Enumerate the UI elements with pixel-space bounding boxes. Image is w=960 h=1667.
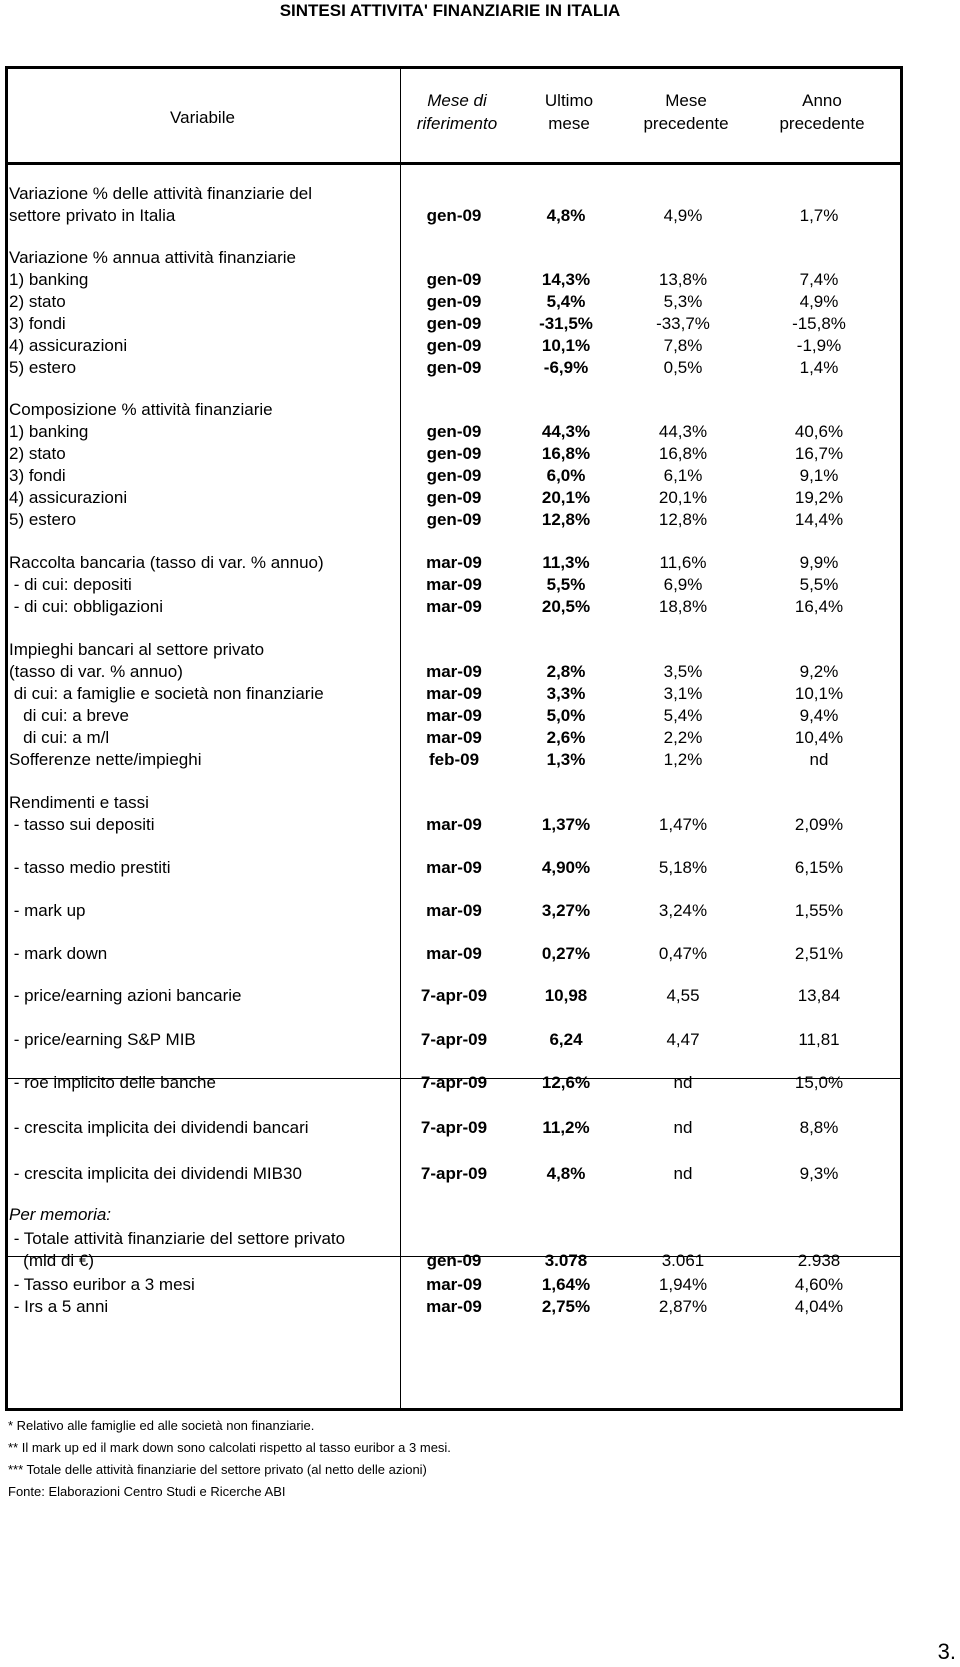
page-number: 3. bbox=[937, 1639, 956, 1664]
cell-mese-precedente: 4,47 bbox=[666, 1030, 700, 1049]
table-row bbox=[5, 1163, 903, 1185]
header-ultimo-mese-line1: Ultimo bbox=[544, 91, 594, 110]
cell-ultimo-mese: 4,90% bbox=[541, 858, 591, 877]
row-label: - mark up bbox=[9, 901, 86, 920]
cell-anno-precedente: 8,8% bbox=[799, 1118, 839, 1137]
cell-mese-precedente: 18,8% bbox=[658, 597, 708, 616]
cell-anno-precedente: -1,9% bbox=[796, 336, 842, 355]
cell-anno-precedente: 1,4% bbox=[799, 358, 839, 377]
table-row bbox=[5, 683, 903, 705]
cell-mese-precedente: 20,1% bbox=[658, 488, 708, 507]
row-label: 5) estero bbox=[9, 510, 77, 529]
cell-mese-precedente: 1,47% bbox=[658, 815, 708, 834]
table-row bbox=[5, 749, 903, 771]
cell-mese-riferimento: mar-09 bbox=[426, 684, 482, 703]
row-label: Impieghi bancari al settore privato bbox=[9, 640, 265, 659]
cell-ultimo-mese: 10,98 bbox=[544, 986, 588, 1005]
cell-mese-precedente: nd bbox=[673, 1118, 693, 1137]
cell-mese-precedente: 3,1% bbox=[663, 684, 703, 703]
table-row bbox=[5, 900, 903, 922]
row-label: Variazione % annua attività finanziarie bbox=[9, 248, 296, 267]
cell-ultimo-mese: 10,1% bbox=[541, 336, 591, 355]
table-row bbox=[5, 985, 903, 1007]
table-row bbox=[5, 247, 903, 269]
cell-ultimo-mese: 20,1% bbox=[541, 488, 591, 507]
cell-mese-riferimento: gen-09 bbox=[426, 336, 482, 355]
cell-anno-precedente: 2,51% bbox=[794, 944, 844, 963]
cell-ultimo-mese: -6,9% bbox=[543, 358, 589, 377]
cell-mese-precedente: 6,1% bbox=[663, 466, 703, 485]
row-label: 3) fondi bbox=[9, 466, 66, 485]
cell-mese-precedente: 2,87% bbox=[658, 1297, 708, 1316]
cell-mese-riferimento: 7-apr-09 bbox=[420, 1164, 488, 1183]
header-ultimo-mese-line2: mese bbox=[548, 114, 590, 133]
cell-mese-precedente: 0,47% bbox=[658, 944, 708, 963]
cell-ultimo-mese: 2,6% bbox=[546, 728, 586, 747]
table-row bbox=[5, 183, 903, 205]
cell-ultimo-mese: 6,0% bbox=[546, 466, 586, 485]
cell-mese-precedente: nd bbox=[673, 1164, 693, 1183]
cell-mese-precedente: 3.061 bbox=[661, 1251, 705, 1270]
row-label: - tasso medio prestiti bbox=[9, 858, 171, 877]
cell-ultimo-mese: 2,8% bbox=[546, 662, 586, 681]
table-row bbox=[5, 487, 903, 509]
row-label: - tasso sui depositi bbox=[9, 815, 155, 834]
cell-ultimo-mese: 3,27% bbox=[541, 901, 591, 920]
table-row bbox=[5, 705, 903, 727]
cell-ultimo-mese: 5,4% bbox=[546, 292, 586, 311]
table-row bbox=[5, 1204, 903, 1226]
table-row bbox=[5, 335, 903, 357]
cell-mese-precedente: 4,55 bbox=[666, 986, 700, 1005]
cell-anno-precedente: 1,55% bbox=[794, 901, 844, 920]
cell-anno-precedente: 15,0% bbox=[794, 1073, 844, 1092]
cell-anno-precedente: 16,4% bbox=[794, 597, 844, 616]
cell-anno-precedente: 9,4% bbox=[799, 706, 839, 725]
cell-anno-precedente: 1,7% bbox=[799, 206, 839, 225]
row-label: 2) stato bbox=[9, 292, 66, 311]
table-row bbox=[5, 1029, 903, 1051]
row-label: 3) fondi bbox=[9, 314, 66, 333]
header-mese-riferimento-line2: riferimento bbox=[416, 114, 498, 133]
table-row bbox=[5, 552, 903, 574]
table-row bbox=[5, 399, 903, 421]
cell-mese-precedente: 4,9% bbox=[663, 206, 703, 225]
cell-anno-precedente: 19,2% bbox=[794, 488, 844, 507]
header-variabile-label: Variabile bbox=[170, 108, 235, 127]
table-row bbox=[5, 661, 903, 683]
cell-mese-riferimento: gen-09 bbox=[426, 510, 482, 529]
cell-mese-riferimento: mar-09 bbox=[426, 597, 482, 616]
row-label: - crescita implicita dei dividendi bancari bbox=[9, 1118, 309, 1137]
table-row bbox=[5, 421, 903, 443]
cell-mese-precedente: 44,3% bbox=[658, 422, 708, 441]
cell-mese-riferimento: mar-09 bbox=[426, 944, 482, 963]
cell-mese-riferimento: gen-09 bbox=[426, 206, 482, 225]
row-label: Variazione % delle attività finanziarie del bbox=[9, 184, 313, 203]
cell-anno-precedente: 13,84 bbox=[797, 986, 841, 1005]
cell-ultimo-mese: 6,24 bbox=[549, 1030, 583, 1049]
table-row bbox=[5, 727, 903, 749]
footnote: ** Il mark up ed il mark down sono calcolati rispetto al tasso euribor a 3 mesi. bbox=[8, 1440, 451, 1455]
cell-mese-riferimento: mar-09 bbox=[426, 706, 482, 725]
row-label: - di cui: obbligazioni bbox=[9, 597, 164, 616]
cell-ultimo-mese: 16,8% bbox=[541, 444, 591, 463]
cell-mese-riferimento: gen-09 bbox=[426, 314, 482, 333]
cell-ultimo-mese: 11,3% bbox=[542, 553, 590, 572]
cell-mese-riferimento: 7-apr-09 bbox=[420, 986, 488, 1005]
table-row bbox=[5, 1072, 903, 1094]
cell-mese-precedente: 5,3% bbox=[663, 292, 703, 311]
row-label: - mark down bbox=[9, 944, 108, 963]
row-label: di cui: a breve bbox=[9, 706, 130, 725]
cell-ultimo-mese: 4,8% bbox=[546, 1164, 586, 1183]
cell-ultimo-mese: 12,6% bbox=[541, 1073, 591, 1092]
cell-ultimo-mese: 2,75% bbox=[541, 1297, 591, 1316]
row-label: di cui: a famiglie e società non finanziarie bbox=[9, 684, 324, 703]
row-label: Per memoria: bbox=[9, 1205, 112, 1224]
row-label: Rendimenti e tassi bbox=[9, 793, 149, 812]
cell-ultimo-mese: 1,64% bbox=[541, 1275, 591, 1294]
cell-mese-riferimento: mar-09 bbox=[426, 1275, 482, 1294]
table-row bbox=[5, 792, 903, 814]
row-label: (tasso di var. % annuo) bbox=[9, 662, 183, 681]
row-label: 2) stato bbox=[9, 444, 66, 463]
cell-anno-precedente: 4,04% bbox=[794, 1297, 844, 1316]
row-label: (mld di €) bbox=[9, 1251, 95, 1270]
cell-anno-precedente: 9,3% bbox=[799, 1164, 839, 1183]
page-title: SINTESI ATTIVITA' FINANZIARIE IN ITALIA bbox=[279, 1, 621, 20]
header-mese-precedente-line1: Mese bbox=[665, 91, 707, 110]
row-label: 1) banking bbox=[9, 270, 89, 289]
table-row bbox=[5, 465, 903, 487]
cell-mese-precedente: 5,18% bbox=[658, 858, 708, 877]
row-label: - price/earning S&P MIB bbox=[9, 1030, 196, 1049]
cell-mese-precedente: 1,2% bbox=[663, 750, 703, 769]
cell-mese-riferimento: gen-09 bbox=[426, 488, 482, 507]
cell-anno-precedente: 6,15% bbox=[794, 858, 844, 877]
cell-ultimo-mese: 0,27% bbox=[541, 944, 591, 963]
table-row bbox=[5, 574, 903, 596]
cell-ultimo-mese: 3.078 bbox=[544, 1251, 588, 1270]
cell-mese-riferimento: mar-09 bbox=[426, 662, 482, 681]
row-label: 1) banking bbox=[9, 422, 89, 441]
cell-mese-precedente: 16,8% bbox=[658, 444, 708, 463]
header-anno-precedente bbox=[748, 89, 896, 135]
cell-anno-precedente: nd bbox=[809, 750, 829, 769]
table-row bbox=[5, 291, 903, 313]
cell-ultimo-mese: 14,3% bbox=[541, 270, 591, 289]
cell-mese-riferimento: mar-09 bbox=[426, 815, 482, 834]
row-label: - Totale attività finanziarie del settore privato bbox=[9, 1229, 346, 1248]
cell-anno-precedente: 16,7% bbox=[794, 444, 844, 463]
cell-ultimo-mese: 4,8% bbox=[546, 206, 586, 225]
cell-mese-riferimento: mar-09 bbox=[426, 575, 482, 594]
cell-mese-precedente: 11,6% bbox=[659, 553, 707, 572]
cell-mese-riferimento: gen-09 bbox=[426, 466, 482, 485]
table-row bbox=[5, 1250, 903, 1272]
cell-anno-precedente: 4,60% bbox=[794, 1275, 844, 1294]
cell-mese-riferimento: gen-09 bbox=[426, 444, 482, 463]
header-anno-precedente-line1: Anno bbox=[802, 91, 842, 110]
cell-mese-precedente: nd bbox=[673, 1073, 693, 1092]
table-row bbox=[5, 639, 903, 661]
cell-anno-precedente: 9,2% bbox=[799, 662, 839, 681]
table-row bbox=[5, 357, 903, 379]
cell-anno-precedente: 10,1% bbox=[794, 684, 844, 703]
cell-mese-riferimento: mar-09 bbox=[426, 858, 482, 877]
cell-ultimo-mese: 11,2% bbox=[542, 1118, 590, 1137]
row-label: - di cui: depositi bbox=[9, 575, 132, 594]
row-label: - Irs a 5 anni bbox=[9, 1297, 109, 1316]
cell-mese-precedente: 1,94% bbox=[658, 1275, 708, 1294]
cell-anno-precedente: 2,09% bbox=[794, 815, 844, 834]
cell-mese-riferimento: gen-09 bbox=[426, 358, 482, 377]
cell-mese-riferimento: 7-apr-09 bbox=[420, 1073, 488, 1092]
cell-ultimo-mese: 3,3% bbox=[546, 684, 586, 703]
cell-mese-riferimento: gen-09 bbox=[426, 1251, 482, 1270]
table-row bbox=[5, 1296, 903, 1318]
cell-mese-riferimento: mar-09 bbox=[426, 553, 482, 572]
cell-mese-precedente: 12,8% bbox=[658, 510, 708, 529]
row-label: 5) estero bbox=[9, 358, 77, 377]
cell-anno-precedente: 40,6% bbox=[794, 422, 844, 441]
table-row bbox=[5, 1274, 903, 1296]
cell-ultimo-mese: 12,8% bbox=[541, 510, 591, 529]
cell-mese-precedente: 6,9% bbox=[663, 575, 703, 594]
footnote: * Relativo alle famiglie ed alle società non finanziarie. bbox=[8, 1418, 315, 1433]
cell-mese-riferimento: gen-09 bbox=[426, 422, 482, 441]
cell-mese-precedente: 7,8% bbox=[663, 336, 703, 355]
header-anno-precedente-line2: precedente bbox=[779, 114, 865, 133]
cell-anno-precedente: 9,9% bbox=[799, 553, 839, 572]
cell-anno-precedente: 14,4% bbox=[794, 510, 844, 529]
table-row bbox=[5, 313, 903, 335]
cell-anno-precedente: 7,4% bbox=[799, 270, 839, 289]
cell-mese-riferimento: gen-09 bbox=[426, 292, 482, 311]
source-note: Fonte: Elaborazioni Centro Studi e Ricerche ABI bbox=[8, 1484, 286, 1499]
row-label: - price/earning azioni bancarie bbox=[9, 986, 242, 1005]
row-label: 4) assicurazioni bbox=[9, 488, 128, 507]
row-label: 4) assicurazioni bbox=[9, 336, 128, 355]
table-row bbox=[5, 443, 903, 465]
cell-mese-riferimento: mar-09 bbox=[426, 1297, 482, 1316]
table-row bbox=[5, 943, 903, 965]
table-row bbox=[5, 509, 903, 531]
cell-mese-precedente: 2,2% bbox=[663, 728, 703, 747]
cell-anno-precedente: 10,4% bbox=[794, 728, 844, 747]
cell-ultimo-mese: 5,0% bbox=[546, 706, 586, 725]
cell-mese-precedente: -33,7% bbox=[656, 314, 710, 333]
row-label: Raccolta bancaria (tasso di var. % annuo) bbox=[9, 553, 324, 572]
cell-mese-riferimento: feb-09 bbox=[428, 750, 480, 769]
cell-mese-precedente: 13,8% bbox=[658, 270, 708, 289]
cell-mese-riferimento: mar-09 bbox=[426, 901, 482, 920]
cell-mese-riferimento: mar-09 bbox=[426, 728, 482, 747]
row-label: - Tasso euribor a 3 mesi bbox=[9, 1275, 195, 1294]
table-row bbox=[5, 857, 903, 879]
cell-ultimo-mese: 20,5% bbox=[541, 597, 591, 616]
table-row bbox=[5, 1228, 903, 1250]
cell-anno-precedente: 5,5% bbox=[799, 575, 839, 594]
row-label: Sofferenze nette/impieghi bbox=[9, 750, 202, 769]
cell-anno-precedente: 11,81 bbox=[798, 1030, 840, 1049]
row-label: Composizione % attività finanziarie bbox=[9, 400, 273, 419]
cell-anno-precedente: 4,9% bbox=[799, 292, 839, 311]
footnote: *** Totale delle attività finanziarie del settore privato (al netto delle azioni) bbox=[8, 1462, 427, 1477]
row-label: - crescita implicita dei dividendi MIB30 bbox=[9, 1164, 302, 1183]
row-label: di cui: a m/l bbox=[9, 728, 110, 747]
cell-ultimo-mese: -31,5% bbox=[539, 314, 593, 333]
table-row bbox=[5, 814, 903, 836]
header-mese-precedente bbox=[624, 89, 748, 135]
cell-mese-riferimento: 7-apr-09 bbox=[420, 1118, 488, 1137]
table-row bbox=[5, 269, 903, 291]
header-mese-precedente-line2: precedente bbox=[643, 114, 729, 133]
header-mese-riferimento-line1: Mese di bbox=[427, 91, 487, 110]
cell-mese-precedente: 3,5% bbox=[663, 662, 703, 681]
cell-ultimo-mese: 44,3% bbox=[541, 422, 591, 441]
cell-anno-precedente: 2.938 bbox=[797, 1251, 841, 1270]
cell-mese-riferimento: 7-apr-09 bbox=[420, 1030, 488, 1049]
cell-anno-precedente: 9,1% bbox=[799, 466, 839, 485]
cell-ultimo-mese: 5,5% bbox=[546, 575, 586, 594]
row-label: - roe implicito delle banche bbox=[9, 1073, 216, 1092]
table-row bbox=[5, 205, 903, 227]
table-row bbox=[5, 1117, 903, 1139]
cell-mese-precedente: 0,5% bbox=[663, 358, 703, 377]
cell-mese-precedente: 5,4% bbox=[663, 706, 703, 725]
table-row bbox=[5, 596, 903, 618]
cell-anno-precedente: -15,8% bbox=[792, 314, 846, 333]
header-variabile bbox=[8, 106, 397, 129]
header-divider bbox=[8, 162, 900, 165]
cell-mese-precedente: 3,24% bbox=[658, 901, 708, 920]
cell-mese-riferimento: gen-09 bbox=[426, 270, 482, 289]
row-label: settore privato in Italia bbox=[9, 206, 176, 225]
header-mese-riferimento bbox=[400, 89, 514, 135]
header-ultimo-mese bbox=[514, 89, 624, 135]
cell-ultimo-mese: 1,37% bbox=[541, 815, 591, 834]
cell-ultimo-mese: 1,3% bbox=[546, 750, 586, 769]
